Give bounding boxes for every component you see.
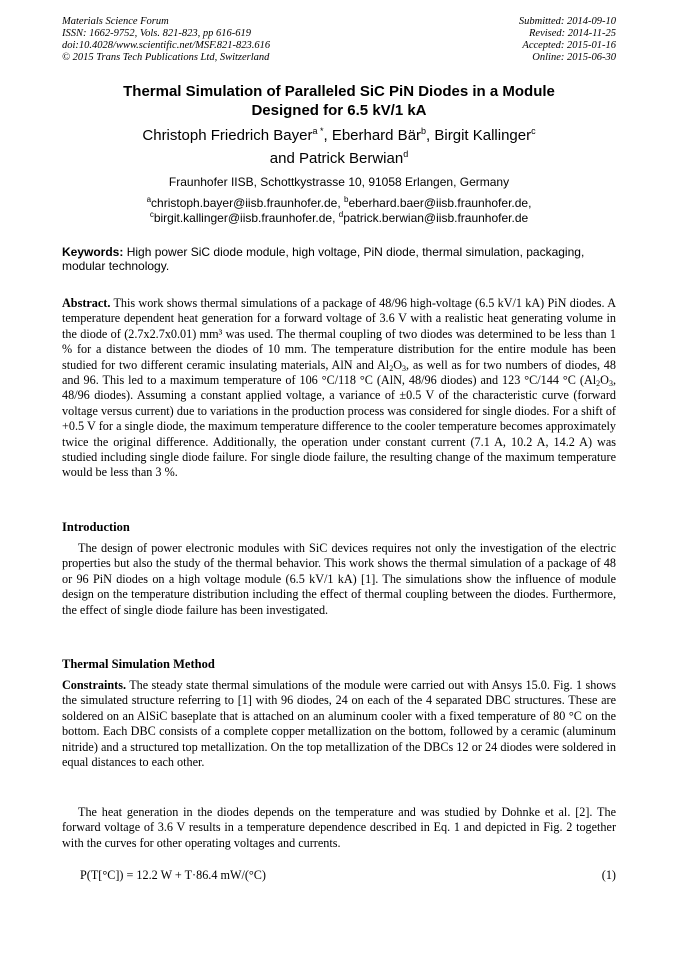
journal-info — [62, 16, 270, 64]
abstract-text-2: O — [393, 357, 402, 372]
abstract-sub-1: 2 — [389, 363, 394, 373]
abstract-text-5: , 48/96 diodes). Assuming a constant applied voltage, a variance of ±0.5 V of the characteristic curve (forward voltage versus current) due to variations in the production process was considered for single diodes. For a shift of +0.5 V for a single diode, the maximum temperature difference to the cooler temperature becomes approximately twice the original difference. Additionally, the operation under constant current (7.1 A, 10.2 A, 14.2 A) was studied including single diode failure. For single diode failure, the resulting change of the maximum temperature would be less than 3 %. — [62, 373, 616, 480]
equation-text: P(T[°C]) = 12.2 W + T·86.4 mW/(°C) — [80, 868, 266, 882]
author-4: Patrick Berwian — [298, 150, 404, 167]
date-revised: Revised: 2014-11-25 — [529, 28, 616, 39]
author-2: Eberhard Bär — [331, 127, 422, 144]
journal-copyright: © 2015 Trans Tech Publications Ltd, Switzerland — [62, 52, 270, 63]
author-3: Birgit Kallinger — [434, 127, 532, 144]
author-1-mark: a * — [312, 126, 324, 136]
journal-issn: ISSN: 1662-9752, Vols. 821-823, pp 616-619 — [62, 28, 251, 39]
date-online: Online: 2015-06-30 — [532, 52, 616, 63]
keywords-label: Keywords: — [62, 245, 124, 259]
heat-generation-paragraph: The heat generation in the diodes depends on the temperature and was studied by Dohnke et al. [2]. The forward voltage of 3.6 V results in a temperature dependence described in Eq. 1 and depicted in Fig. 2 together with the curves for other operating voltages and currents. — [62, 805, 616, 850]
author-line-2 — [62, 147, 616, 170]
abstract-text-4: O — [600, 373, 609, 388]
method-heading: Thermal Simulation Method — [62, 657, 215, 671]
email-line-1 — [62, 196, 616, 211]
email-d[interactable]: patrick.berwian@iisb.fraunhofer.de — [343, 211, 529, 225]
introduction-paragraph: The design of power electronic modules with SiC devices requires not only the investigation of the electric properties but also the study of the thermal behavior. This work shows the thermal simulation of a package of 48 or 96 PiN diodes on a high voltage module (6.5 kV/1 kA) [1]. The simulations show the influence of module design on the temperature distribution including the effect of thermal coupling between the diodes. Furthermore, the effect of single diode failure has been investigated. — [62, 541, 616, 617]
equation-1 — [80, 868, 616, 883]
author-list — [62, 124, 616, 170]
constraints-text: The steady state thermal simulations of the module were carried out with Ansys 15.0. Fig. 1 shows the simulated structure referring to [1] with 96 diodes, 24 on each of the 4 separated DBC structures. These are soldered on an AlSiC baseplate that is attached on an aluminum cooler with a fixed temperature of 80 °C on the bottom. Each DBC consists of a complete copper metallization on the bottom, followed by a ceramic (aluminum nitride) and a structured top metallization. On the top metallization of the DBCs 12 or 24 diodes were soldered in equal distances to each other. — [62, 678, 616, 770]
author-4-mark: d — [403, 149, 409, 159]
author-conjunction: and — [269, 150, 295, 167]
email-b-mark: b — [344, 195, 349, 204]
date-submitted: Submitted: 2014-09-10 — [518, 16, 616, 27]
email-line-2 — [62, 211, 616, 226]
author-1: Christoph Friedrich Bayer — [142, 127, 313, 144]
email-a-mark: a — [146, 195, 152, 204]
email-b[interactable]: eberhard.baer@iisb.fraunhofer.de, — [348, 196, 532, 210]
abstract-sub-2: 3 — [402, 363, 406, 373]
abstract-text-3: , as well as for two numbers of diodes, 48 and 96. This led to a maximum temperature of 106 °C/118 °C (AlN, 48/96 diodes) and 123 °C/144 °C (Al — [62, 357, 616, 388]
author-2-mark: b — [421, 126, 427, 136]
title-line-1: Thermal Simulation of Paralleled SiC PiN Diodes in a Module — [123, 83, 555, 100]
author-separator: , — [323, 127, 332, 144]
author-emails — [62, 196, 616, 226]
abstract-label: Abstract. — [62, 296, 111, 310]
author-line-1 — [62, 124, 616, 147]
author-3-mark: c — [531, 126, 536, 136]
keywords — [62, 245, 616, 273]
constraints-label: Constraints. — [62, 678, 126, 692]
constraints-paragraph — [62, 678, 616, 770]
equation-number: (1) — [601, 868, 616, 882]
abstract-text-1: This work shows thermal simulations of a package of 48/96 high-voltage (6.5 kV/1 kA) PiN diodes. A temperature dependent heat generation for a forward voltage of 3.6 V with a realistic heat generating volume in the diode of (2.7x2.7x0.01) mm³ was used. The thermal coupling of two diodes was determined to be less than 1 % for a distance between the diodes of 10 mm. The temperature distribution for the entire module has been studied for two different ceramic insulating materials, AlN and Al — [62, 296, 616, 372]
author-separator: , — [426, 127, 435, 144]
affiliation: Fraunhofer IISB, Schottkystrasse 10, 91058 Erlangen, Germany — [168, 175, 510, 189]
introduction-heading: Introduction — [62, 520, 130, 534]
title-line-2: Designed for 6.5 kV/1 kA — [251, 102, 427, 119]
abstract-sub-4: 3 — [608, 379, 613, 389]
abstract-sub-3: 2 — [596, 379, 601, 389]
email-c-mark: c — [149, 210, 154, 219]
keywords-text: High power SiC diode module, high voltage, PiN diode, thermal simulation, packaging, modular technology. — [62, 245, 585, 273]
email-d-mark: d — [338, 210, 344, 219]
journal-name: Materials Science Forum — [62, 16, 169, 27]
abstract — [62, 296, 616, 481]
email-a[interactable]: christoph.bayer@iisb.fraunhofer.de, — [151, 196, 341, 210]
submission-dates — [519, 16, 616, 64]
paper-title — [62, 82, 616, 120]
journal-doi: doi:10.4028/www.scientific.net/MSF.821-823.616 — [62, 40, 271, 51]
date-accepted: Accepted: 2015-01-16 — [522, 40, 616, 51]
email-c[interactable]: birgit.kallinger@iisb.fraunhofer.de, — [153, 211, 336, 225]
